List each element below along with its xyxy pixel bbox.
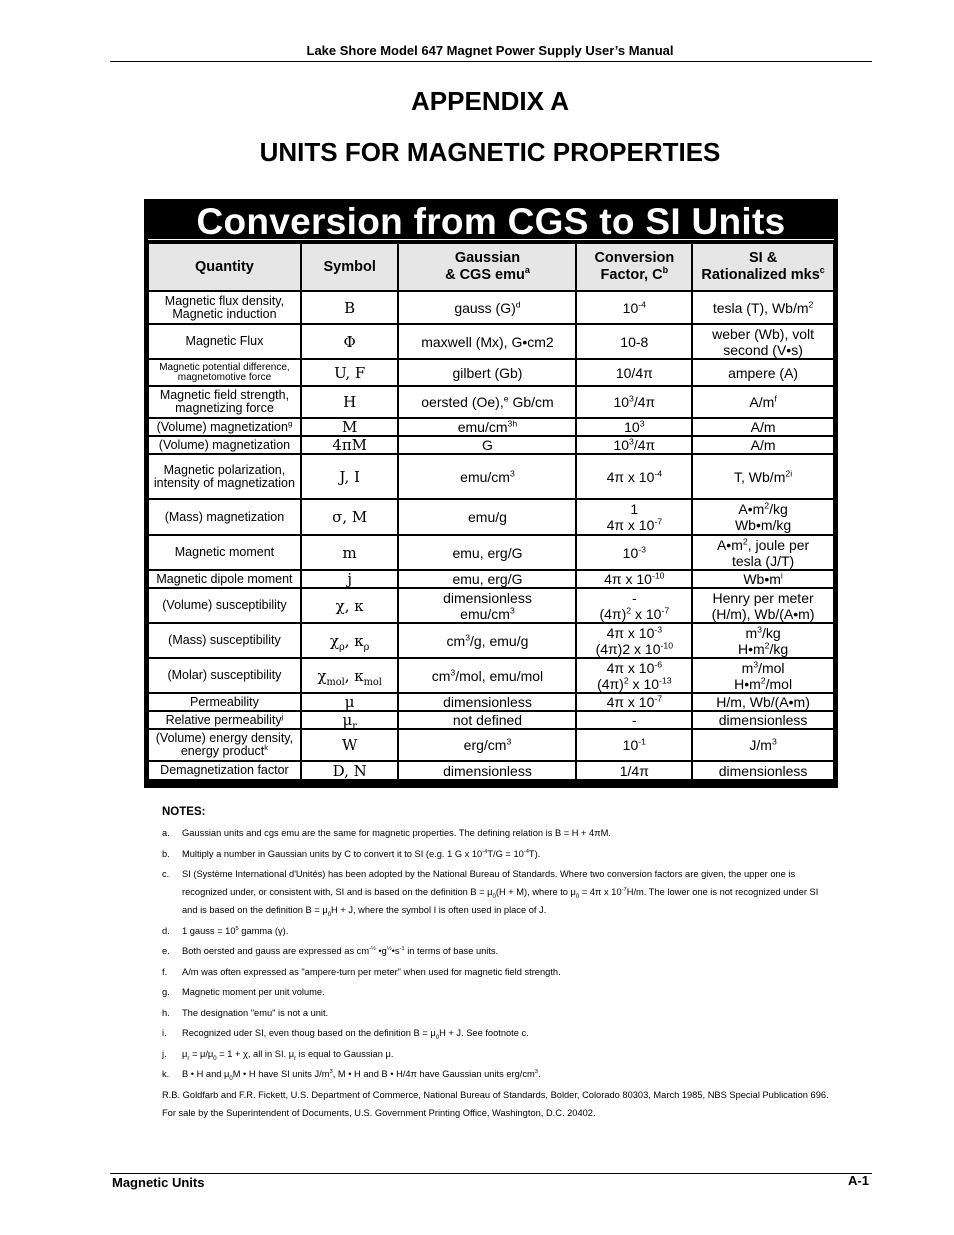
symbol-cell: J, I bbox=[302, 455, 398, 498]
notes-section bbox=[162, 806, 832, 1122]
quantity-cell: Relative permeability$^j$ bbox=[149, 712, 300, 728]
footer-section-name: Magnetic Units bbox=[112, 1175, 205, 1190]
symbol-cell: $\mu_r$ bbox=[302, 712, 398, 728]
table-row bbox=[149, 624, 833, 657]
quantity-cell: (Mass) susceptibility bbox=[149, 624, 300, 657]
gaussian-cell: emu/$cm^{3h}$ bbox=[399, 419, 575, 435]
col-header-quantity: Quantity bbox=[149, 244, 300, 290]
factor-cell: 4π x $10^{-6}$ $(4\pi)^2$ x $10^{-13}$ bbox=[577, 659, 691, 692]
col-header-symbol: Symbol bbox=[302, 244, 398, 290]
footnote: h. The designation "emu" is not a unit. bbox=[162, 1007, 329, 1018]
factor-cell: $10^3/4\pi$ bbox=[577, 387, 691, 417]
symbol-cell: M bbox=[302, 419, 398, 435]
footnote: b. Multiply a number in Gaussian units by C to convert it to SI (e.g. 1 G x $10^{-4}T/G = 10^{-4}T$). bbox=[162, 848, 541, 859]
footnote: g. Magnetic moment per unit volume. bbox=[162, 987, 325, 997]
si-header-line1: SI & bbox=[748, 250, 778, 266]
table-row bbox=[149, 536, 833, 569]
symbol-cell: D, N bbox=[302, 762, 398, 779]
conversion-header-line2: Factor, C bbox=[600, 267, 663, 283]
gaussian-cell: emu, erg/G bbox=[399, 571, 575, 587]
conversion-table bbox=[147, 242, 835, 781]
table-row bbox=[149, 292, 833, 323]
table-header-row bbox=[149, 244, 833, 290]
appendix-title: APPENDIX A bbox=[411, 86, 569, 116]
quantity-cell: (Volume) susceptibility bbox=[149, 589, 300, 622]
reference-citation: R.B. Goldfarb and F.R. Fickett, U.S. Department of Commerce, National Bureau of Standards, Bolder, Colorado 80303, March 1985, NBS Special Publication 696. For sale by the Superintendent of Documents, U.S. Government Printing Office, Washington, D.C. 20402. bbox=[162, 1089, 829, 1118]
footnote-mark: c bbox=[819, 265, 825, 276]
si-cell: $m^3$/mol $H•m^2$/mol bbox=[693, 659, 833, 692]
factor-cell: 1 4π x $10^{-7}$ bbox=[577, 500, 691, 534]
gaussian-cell: G bbox=[399, 437, 575, 453]
si-cell: T, $Wb/m^{2i}$ bbox=[693, 455, 833, 498]
quantity-cell: Magnetic dipole moment bbox=[149, 571, 300, 587]
factor-cell: $10^{-1}$ bbox=[577, 730, 691, 760]
page-number: A-1 bbox=[848, 1173, 869, 1188]
symbol-cell: χ, κ bbox=[302, 589, 398, 622]
col-header-gaussian bbox=[399, 244, 575, 290]
footnote: f. A/m was often expressed as "ampere-turn per meter" when used for magnetic field strength. bbox=[162, 966, 561, 977]
gaussian-cell: gilbert (Gb) bbox=[399, 360, 575, 385]
quantity-cell: Magnetic Flux bbox=[149, 325, 300, 358]
factor-cell: $10^{-3}$ bbox=[577, 536, 691, 569]
symbol-cell: 4πM bbox=[302, 437, 398, 453]
factor-cell: $10^3/4\pi$ bbox=[577, 437, 691, 453]
factor-cell: 4π x $10^{-10}$ bbox=[577, 571, 691, 587]
symbol-cell: $\chi_\rho$, $\kappa_\rho$ bbox=[302, 624, 398, 657]
si-cell: $A•m^2$, joule per tesla (J/T) bbox=[693, 536, 833, 569]
gaussian-cell: emu/$cm^3$ bbox=[399, 455, 575, 498]
quantity-cell: (Molar) susceptibility bbox=[149, 659, 300, 692]
footnote: k. B • H and $\mu_0M$ • H have SI units $J/m^3$, M • H and B • H/4π have Gaussian units erg/$cm^3$. bbox=[162, 1068, 541, 1082]
symbol-cell: H bbox=[302, 387, 398, 417]
factor-cell: 4π x $10^{-4}$ bbox=[577, 455, 691, 498]
table-row bbox=[149, 659, 833, 692]
running-header: Lake Shore Model 647 Magnet Power Supply User’s Manual bbox=[306, 43, 674, 58]
si-cell: $Wb•m^i$ bbox=[693, 571, 833, 587]
col-header-conversion bbox=[577, 244, 691, 290]
table-row bbox=[149, 589, 833, 622]
symbol-cell: j bbox=[302, 571, 398, 587]
conversion-header-line1: Conversion bbox=[594, 250, 675, 266]
table-row bbox=[149, 387, 833, 417]
conversion-table-frame bbox=[144, 199, 838, 788]
gaussian-cell: gauss $(G)^d$ bbox=[399, 292, 575, 323]
quantity-cell: Magnetic moment bbox=[149, 536, 300, 569]
gaussian-cell: emu/g bbox=[399, 500, 575, 534]
quantity-cell: (Volume) energy density, energy product$^k$ bbox=[149, 730, 300, 760]
factor-cell: 1/4π bbox=[577, 762, 691, 779]
table-row bbox=[149, 437, 833, 453]
quantity-cell: (Mass) magnetization bbox=[149, 500, 300, 534]
factor-cell: 10-8 bbox=[577, 325, 691, 358]
table-row bbox=[149, 712, 833, 728]
si-cell: $J/m^3$ bbox=[693, 730, 833, 760]
col-header-si bbox=[693, 244, 833, 290]
factor-cell: - bbox=[577, 712, 691, 728]
symbol-cell: U, F bbox=[302, 360, 398, 385]
notes-title: NOTES: bbox=[162, 806, 206, 818]
gaussian-header-line2: & CGS emu bbox=[445, 267, 525, 283]
quantity-cell: Magnetic potential difference, magnetomotive force bbox=[149, 360, 300, 385]
si-cell: ampere (A) bbox=[693, 360, 833, 385]
quantity-cell: (Volume) magnetization bbox=[149, 437, 300, 453]
table-row bbox=[149, 360, 833, 385]
footer-rule bbox=[110, 1173, 872, 1174]
gaussian-cell: $cm^3$/mol, emu/mol bbox=[399, 659, 575, 692]
quantity-cell: Magnetic field strength, magnetizing force bbox=[149, 387, 300, 417]
gaussian-cell: oersted (Oe),$^e$ Gb/cm bbox=[399, 387, 575, 417]
table-banner: Conversion from CGS to SI Units bbox=[196, 201, 786, 242]
table-row bbox=[149, 500, 833, 534]
footnote-mark: a bbox=[524, 265, 530, 276]
gaussian-header-line1: Gaussian bbox=[454, 250, 521, 266]
si-cell: Henry per meter (H/m), Wb/(A•m) bbox=[693, 589, 833, 622]
si-cell: $A•m^2/kg$ Wb•m/kg bbox=[693, 500, 833, 534]
gaussian-cell: emu, erg/G bbox=[399, 536, 575, 569]
quantity-cell: Magnetic flux density, Magnetic induction bbox=[149, 292, 300, 323]
factor-cell: 4π x $10^{-7}$ bbox=[577, 694, 691, 710]
factor-cell: 10/4π bbox=[577, 360, 691, 385]
footnote: e. Both oersted and gauss are expressed as $cm^{-\frac{1}{2}}$ $•g^{\frac{1}{2}}•s^{-1}$ in terms of base units. bbox=[162, 945, 499, 956]
gaussian-cell: dimensionless bbox=[399, 694, 575, 710]
quantity-cell: (Volume) magnetization$^g$ bbox=[149, 419, 300, 435]
si-cell: A/m bbox=[693, 419, 833, 435]
si-cell: H/m, Wb/(A•m) bbox=[693, 694, 833, 710]
footnote: j. $\mu_r = \mu/\mu_0 = 1 + \chi$, all in SI. $\mu_r$ is equal to Gaussian μ. bbox=[162, 1048, 394, 1062]
quantity-cell: Demagnetization factor bbox=[149, 762, 300, 779]
table-row bbox=[149, 455, 833, 498]
table-row bbox=[149, 694, 833, 710]
gaussian-cell: not defined bbox=[399, 712, 575, 728]
si-cell: tesla (T), $Wb/m^2$ bbox=[693, 292, 833, 323]
gaussian-cell: maxwell (Mx), G•cm2 bbox=[399, 325, 575, 358]
gaussian-cell: dimensionless emu/$cm^3$ bbox=[399, 589, 575, 622]
si-cell: $m^3/kg$ $H•m^2/kg$ bbox=[693, 624, 833, 657]
quantity-cell: Permeability bbox=[149, 694, 300, 710]
header-rule bbox=[110, 61, 872, 62]
symbol-cell: Φ bbox=[302, 325, 398, 358]
factor-cell: 4π x $10^{-3}$ (4π)2 x $10^{-10}$ bbox=[577, 624, 691, 657]
footnote: i. Recognized uder SI, even thoug based on the definition $B = \mu_0H + J$. See footnote c. bbox=[162, 1028, 529, 1041]
symbol-cell: B bbox=[302, 292, 398, 323]
symbol-cell: W bbox=[302, 730, 398, 760]
si-cell: weber (Wb), volt second (V•s) bbox=[693, 325, 833, 358]
si-cell: A/m bbox=[693, 437, 833, 453]
footnote-mark: b bbox=[662, 265, 669, 276]
banner-underline bbox=[148, 239, 834, 240]
table-row bbox=[149, 571, 833, 587]
gaussian-cell: $cm^3/g$, emu/g bbox=[399, 624, 575, 657]
page-subtitle: UNITS FOR MAGNETIC PROPERTIES bbox=[259, 137, 721, 167]
footnote: d. 1 gauss = $10^5$ gamma (γ). bbox=[162, 925, 289, 936]
si-header-line2: Rationalized mks bbox=[701, 267, 820, 283]
factor-cell: - $(4\pi)^2$ x $10^{-7}$ bbox=[577, 589, 691, 622]
table-row bbox=[149, 762, 833, 779]
si-cell: dimensionless bbox=[693, 712, 833, 728]
quantity-cell: Magnetic polarization, intensity of magnetization bbox=[149, 455, 300, 498]
footnote: a. Gaussian units and cgs emu are the same for magnetic properties. The defining relation is B = H + 4πM. bbox=[162, 828, 611, 838]
factor-cell: $10^{-4}$ bbox=[577, 292, 691, 323]
table-row bbox=[149, 325, 833, 358]
symbol-cell: σ, M bbox=[302, 500, 398, 534]
symbol-cell: μ bbox=[302, 694, 398, 710]
gaussian-cell: erg/$cm^3$ bbox=[399, 730, 575, 760]
si-cell: dimensionless bbox=[693, 762, 833, 779]
table-row bbox=[149, 419, 833, 435]
gaussian-cell: dimensionless bbox=[399, 762, 575, 779]
si-cell: $A/m^f$ bbox=[693, 387, 833, 417]
footnote: c. SI (Système International d'Unités) has been adopted by the National Bureau of Standards. Where two conversion factors are given, the upper one is recognized under, or consistent with, SI and is based on the definition $B = \mu_0(H + M)$, where to $\mu_0 = 4\pi$ x $10^{-7}H/m$. The lower one is not recognized under SI and is based on the definition $B = \mu_0H + J$, where the symbol I is often used in place of J. bbox=[162, 869, 819, 918]
table-row bbox=[149, 730, 833, 760]
factor-cell: $10^3$ bbox=[577, 419, 691, 435]
symbol-cell: m bbox=[302, 536, 398, 569]
symbol-cell: $\chi_{mol}$, $\kappa_{mol}$ bbox=[302, 659, 398, 692]
